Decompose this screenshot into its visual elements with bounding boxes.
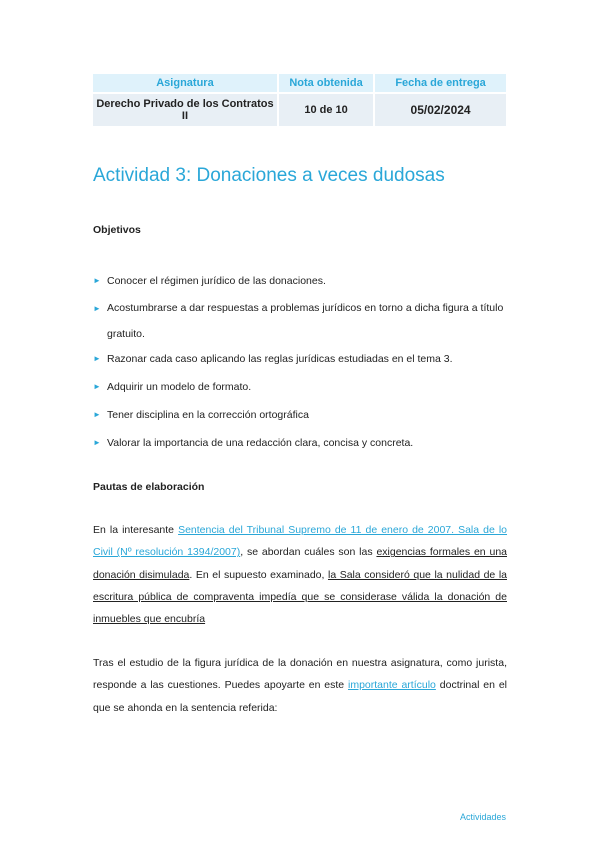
objectives-heading: Objetivos [93,224,141,236]
bullet-arrow-icon: ► [93,438,101,447]
bullet-arrow-icon: ► [93,410,101,419]
page-footer: Actividades [459,812,506,822]
info-table [93,74,506,126]
bullet-arrow-icon: ► [93,382,101,391]
list-item: ► Adquirir un modelo de formato. [93,373,511,401]
objectives-list [93,267,511,457]
sentencia-link[interactable]: Sentencia del Tribunal Supremo de 11 de enero de 2007. Sala de lo Civil (Nº resolución 1394/2007) [93,524,508,559]
header-date: Fecha de entrega [374,74,506,93]
grade-cell: 10 de 10 [278,93,374,126]
date-cell: 05/02/2024 [374,93,506,126]
list-item: ► Razonar cada caso aplicando las reglas jurídicas estudiadas en el tema 3. [93,345,511,373]
guidelines-paragraph-1: En la interesante Sentencia del Tribunal Supremo de 11 de enero de 2007. Sala de lo Civil (Nº resolución 1394/2007), se abordan cuáles son las exigencias formales en una donación disimulada. En el supuesto examinado, la Sala consideró que la nulidad de la escritura pública de compraventa impedía que se considerase válida la donación de inmuebles que encubría [93,524,508,626]
subject-cell: Derecho Privado de los Contratos II [93,93,278,126]
list-item: ► Acostumbrarse a dar respuestas a problemas jurídicos en torno a dicha figura a título gratuito. [93,295,511,347]
list-item: ► Conocer el régimen jurídico de las donaciones. [93,267,511,295]
info-table-header-row [93,74,506,93]
page-title: Actividad 3: Donaciones a veces dudosas [93,165,445,186]
guidelines-heading: Pautas de elaboración [93,481,205,493]
list-item: ► Tener disciplina en la corrección ortográfica [93,401,511,429]
info-table-row [93,93,506,126]
bullet-arrow-icon: ► [93,276,101,285]
underlined-text: exigencias formales en una donación disimulada [93,546,507,581]
article-link[interactable]: importante artículo [348,679,436,692]
bullet-arrow-icon: ► [93,354,101,363]
underlined-text: la Sala consideró que la nulidad de la escritura pública de compraventa impedía que se considerase válida la donación de inmuebles que encubría [93,568,507,626]
header-grade: Nota obtenida [278,74,374,93]
guidelines-paragraph-2: Tras el estudio de la figura jurídica de la donación en nuestra asignatura, como jurista, responde a las cuestiones. Puedes apoyarte en este importante artículo doctrinal en el que se ahonda en la sentencia referida: [93,657,508,714]
bullet-arrow-icon: ► [93,304,101,313]
list-item: ► Valorar la importancia de una redacción clara, concisa y concreta. [93,429,511,457]
header-subject: Asignatura [93,74,278,93]
